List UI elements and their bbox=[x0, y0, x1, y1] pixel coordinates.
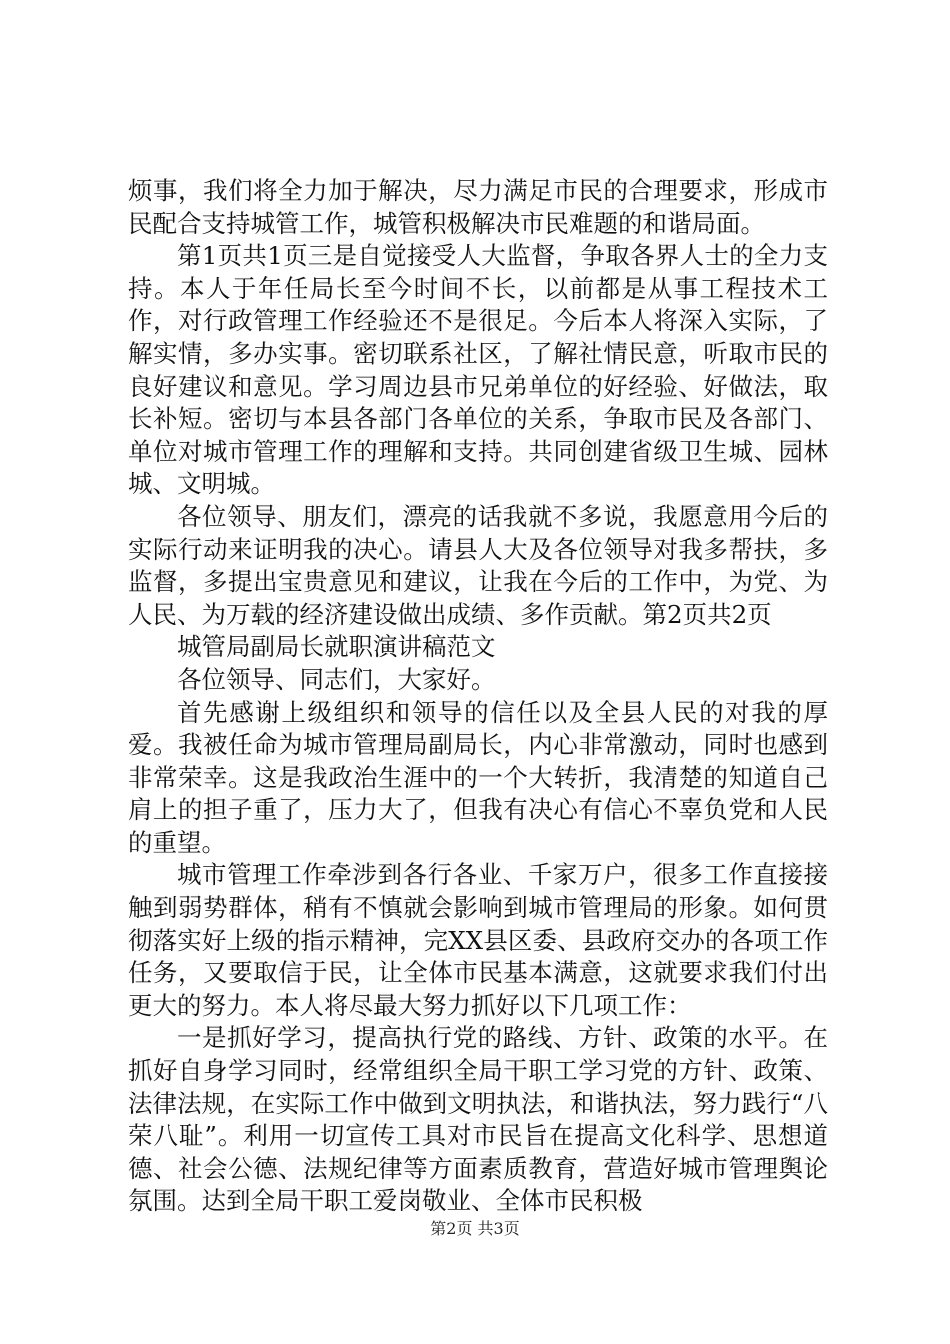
paragraph-3: 各位领导、朋友们，漂亮的话我就不多说，我愿意用今后的实际行动来证明我的决心。请县人大及各位领导对我多帮扶，多监督，多提出宝贵意见和建议，让我在今后的工作中，为党、为人民、为万载的经济建设做出成绩、多作贡献。第2页共2页 bbox=[128, 501, 828, 629]
paragraph-6: 首先感谢上级组织和领导的信任以及全县人民的对我的厚爱。我被任命为城市管理局副局长，内心非常激动，同时也感到非常荣幸。这是我政治生涯中的一个大转折，我清楚的知道自己肩上的担子重了，压力大了，但我有决心有信心不辜负党和人民的重望。 bbox=[128, 697, 828, 857]
paragraph-1: 烦事，我们将全力加于解决，尽力满足市民的合理要求，形成市民配合支持城管工作，城管积极解决市民难题的和谐局面。 bbox=[128, 176, 828, 238]
section-title: 城管局副局长就职演讲稿范文 bbox=[177, 632, 496, 662]
paragraph-8: 一是抓好学习，提高执行党的路线、方针、政策的水平。在抓好自身学习同时，经常组织全局干职工学习党的方针、政策、法律法规，在实际工作中做到文明执法，和谐执法，努力践行“八荣八耻”。利用一切宣传工具对市民旨在提高文化科学、思想道德、社会公德、法规纪律等方面素质教育，营造好城市管理舆论氛围。达到全局干职工爱岗敬业、全体市民积极 bbox=[128, 1023, 828, 1216]
document-body bbox=[128, 175, 828, 1218]
paragraph-2: 第1页共1页三是自觉接受人大监督，争取各界人士的全力支持。本人于年任局长至今时间不长，以前都是从事工程技术工作，对行政管理工作经验还不是很足。今后本人将深入实际，了解实情，多办实事。密切联系社区，了解社情民意，听取市民的良好建议和意见。学习周边县市兄弟单位的好经验、好做法，取长补短。密切与本县各部门各单位的关系，争取市民及各部门、单位对城市管理工作的理解和支持。共同创建省级卫生城、园林城、文明城。 bbox=[128, 241, 828, 499]
page-number-footer: 第2页 共3页 bbox=[430, 1219, 520, 1238]
paragraph-7: 城市管理工作牵涉到各行各业、千家万户，很多工作直接接触到弱势群体，稍有不慎就会影响到城市管理局的形象。如何贯彻落实好上级的指示精神，完XX县区委、县政府交办的各项工作任务，又要取信于民，让全体市民基本满意，这就要求我们付出更大的努力。本人将尽最大努力抓好以下几项工作： bbox=[128, 860, 828, 1020]
greeting: 各位领导、同志们，大家好。 bbox=[177, 664, 496, 694]
